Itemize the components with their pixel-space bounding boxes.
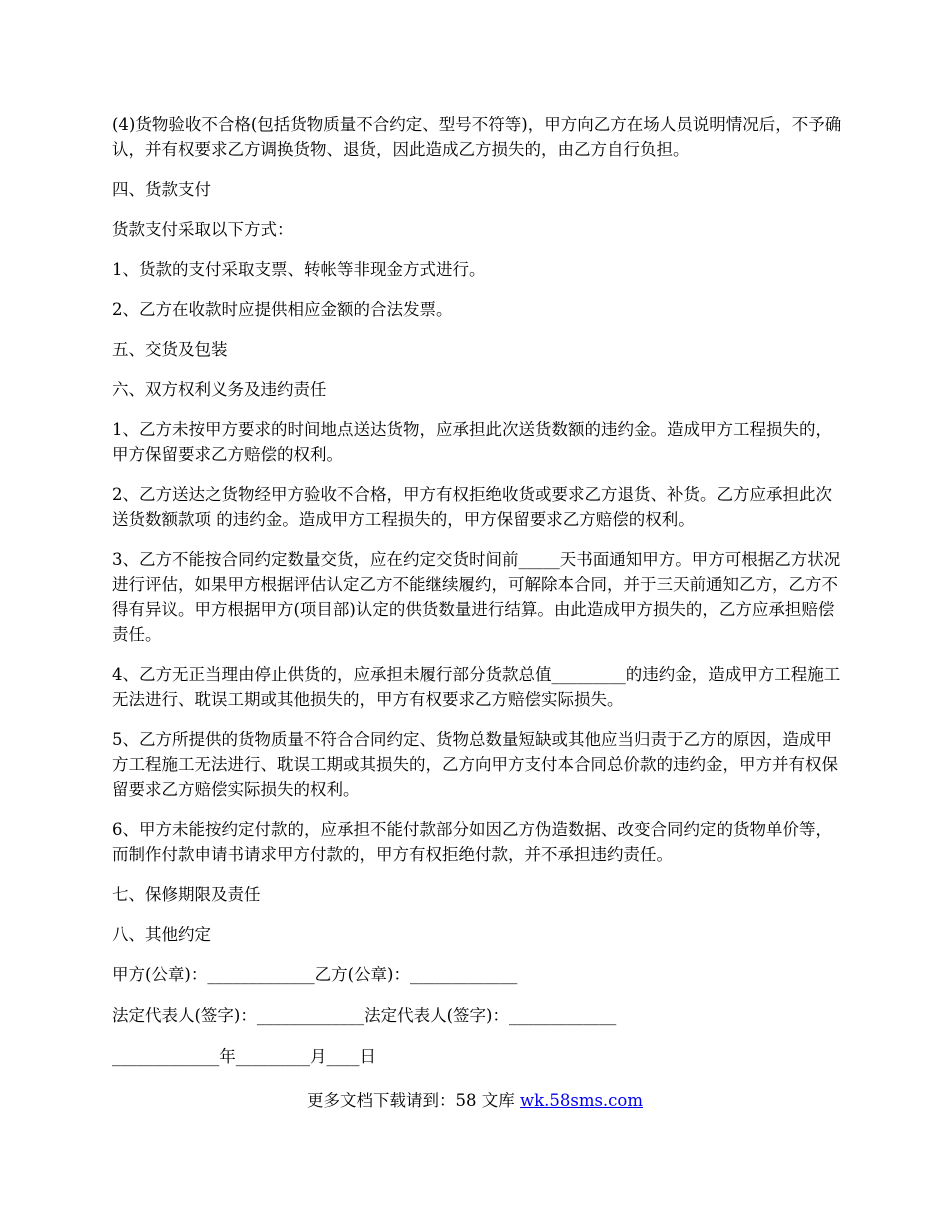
paragraph-liability-2: 2、乙方送达之货物经甲方验收不合格，甲方有权拒绝收货或要求乙方退货、补货。乙方应承担此次送货数额款项 的违约金。造成甲方工程损失的，甲方保留要求乙方赔偿的权利。 — [112, 485, 832, 529]
footer-download-link[interactable]: wk.58sms.com — [519, 1091, 643, 1110]
paragraph-liability-6: 6、甲方未能按约定付款的，应承担不能付款部分如因乙方伪造数据、改变合同约定的货物单价等，而制作付款申请书请求甲方付款的，甲方有权拒绝付款，并不承担违约责任。 — [112, 820, 832, 864]
signature-party-line: 甲方(公章)：_____________乙方(公章)：_____________ — [112, 965, 518, 984]
paragraph-liability-4: 4、乙方无正当理由停止供货的，应承担未履行部分货款总值_________的违约金，造成甲方工程施工无法进行、耽误工期或其他损失的，甲方有权要求乙方赔偿实际损失。 — [112, 665, 841, 709]
footer-prefix-text: 更多文档下载请到：58 文库 — [306, 1091, 520, 1110]
paragraph-payment-method: 货款支付采取以下方式： — [112, 220, 294, 239]
page-footer — [0, 1088, 950, 1113]
section-heading-warranty: 七、保修期限及责任 — [112, 885, 261, 904]
paragraph-payment-2: 2、乙方在收款时应提供相应金额的合法发票。 — [112, 300, 453, 319]
section-heading-liability: 六、双方权利义务及违约责任 — [112, 380, 327, 399]
section-heading-other: 八、其他约定 — [112, 925, 211, 944]
paragraph-liability-1: 1、乙方未按甲方要求的时间地点送达货物，应承担此次送货数额的违约金。造成甲方工程损失的，甲方保留要求乙方赔偿的权利。 — [112, 420, 832, 464]
paragraph-liability-3: 3、乙方不能按合同约定数量交货，应在约定交货时间前_____天书面通知甲方。甲方可根据乙方状况进行评估，如果甲方根据评估认定乙方不能继续履约，可解除本合同，并于三天前通知乙方，乙方不得有异议。甲方根据甲方(项目部)认定的供货数量进行结算。由此造成甲方损失的，乙方应承担赔偿责任。 — [112, 550, 841, 644]
paragraph-payment-1: 1、货款的支付采取支票、转帐等非现金方式进行。 — [112, 260, 486, 279]
paragraph-liability-5: 5、乙方所提供的货物质量不符合合同约定、货物总数量短缺或其他应当归责于乙方的原因，造成甲方工程施工无法进行、耽误工期或其损失的，乙方向甲方支付本合同总价款的违约金，甲方并有权保留要求乙方赔偿实际损失的权利。 — [112, 730, 838, 799]
section-heading-payment: 四、货款支付 — [112, 180, 211, 199]
document-body — [112, 112, 842, 1085]
paragraph-item-4-acceptance: (4)货物验收不合格(包括货物质量不合约定、型号不符等)，甲方向乙方在场人员说明情况后，不予确认，并有权要求乙方调换货物、退货，因此造成乙方损失的，由乙方自行负担。 — [112, 115, 842, 159]
section-heading-delivery: 五、交货及包装 — [112, 340, 228, 359]
signature-representative-line: 法定代表人(签字)：_____________法定代表人(签字)：_____________ — [112, 1006, 617, 1025]
signature-date-line: _____________年_________月____日 — [112, 1047, 376, 1066]
